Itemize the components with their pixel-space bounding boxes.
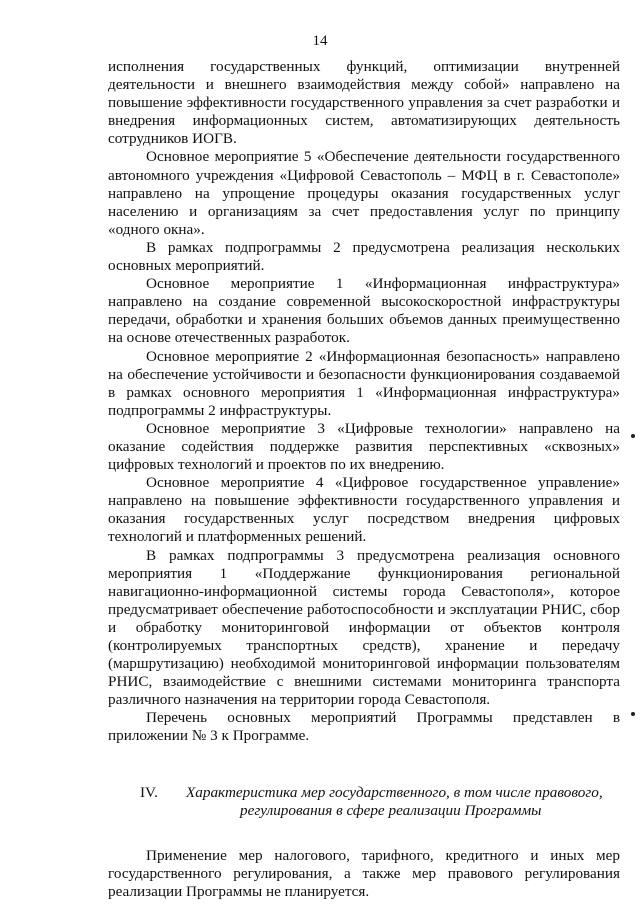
paragraph: Основное мероприятие 2 «Информационная безопасность» направлено на обеспечение устойчивости и безопасности функционирования создаваемой в рамках основного мероприятия 1 «Информационная инфраструктура» подпрограммы 2 инфраструктуры. [108, 347, 620, 419]
margin-dot-mark [631, 434, 635, 438]
paragraph: Основное мероприятие 3 «Цифровые технологии» направлено на оказание содействия поддержке развития перспективных «сквозных» цифровых технологий и проектов по их внедрению. [108, 419, 620, 474]
section-heading [108, 784, 620, 821]
section-title-part-1: Характеристика мер государственного, в том числе правового, [186, 783, 603, 801]
section-number: IV. [140, 783, 158, 801]
document-body [108, 58, 620, 901]
paragraph: В рамках подпрограммы 3 предусмотрена реализация основного мероприятия 1 «Поддержание функционирования региональной навигационно-информационной системы города Севастополя», которое предусматривает обеспечение работоспособности и эксплуатации РНИС, сбор и обработку мониторинговой информации от объектов контроля (контролируемых транспортных средств), хранение и передачу (маршрутизацию) необходимой мониторинговой информации пользователям РНИС, взаимодействие с внешними системами мониторинга транспорта различного назначения на территории города Севастополя. [108, 546, 620, 709]
section-title-part-2: регулирования в сфере реализации Программы [240, 802, 542, 820]
paragraph: Перечень основных мероприятий Программы представлен в приложении № 3 к Программе. [108, 709, 620, 745]
paragraph: Применение мер налогового, тарифного, кредитного и иных мер государственного регулирования, а также мер правового регулирования реализации Программы не планируется. [108, 846, 620, 900]
page-number: 14 [312, 33, 328, 49]
section-heading-line-1 [108, 784, 620, 803]
paragraph: В рамках подпрограммы 2 предусмотрена реализация нескольких основных мероприятий. [108, 238, 620, 275]
paragraph-continued: исполнения государственных функций, оптимизации внутренней деятельности и внешнего взаимодействия между собой» направлено на повышение эффективности государственного управления за счет разработки и внедрения информационных систем, автоматизирующих деятельность сотрудников ИОГВ. [108, 58, 620, 148]
paragraph: Основное мероприятие 5 «Обеспечение деятельности государственного автономного учреждения «Цифровой Севастополь – МФЦ в г. Севастополе» направлено на упрощение процедуры оказания государственных услуг населению и организациям за счет предоставления услуг по принципу «одного окна». [108, 148, 620, 238]
paragraph: Основное мероприятие 4 «Цифровое государственное управление» направлено на повышение эффективности государственного управления и оказания государственных услуг посредством внедрения цифровых технологий и платформенных решений. [108, 474, 620, 546]
paragraph: Основное мероприятие 1 «Информационная инфраструктура» направлено на создание современной высокоскоростной инфраструктуры передачи, обработки и хранения больших объемов данных преимущественно на основе отечественных разработок. [108, 275, 620, 347]
margin-dot-mark [631, 712, 635, 716]
